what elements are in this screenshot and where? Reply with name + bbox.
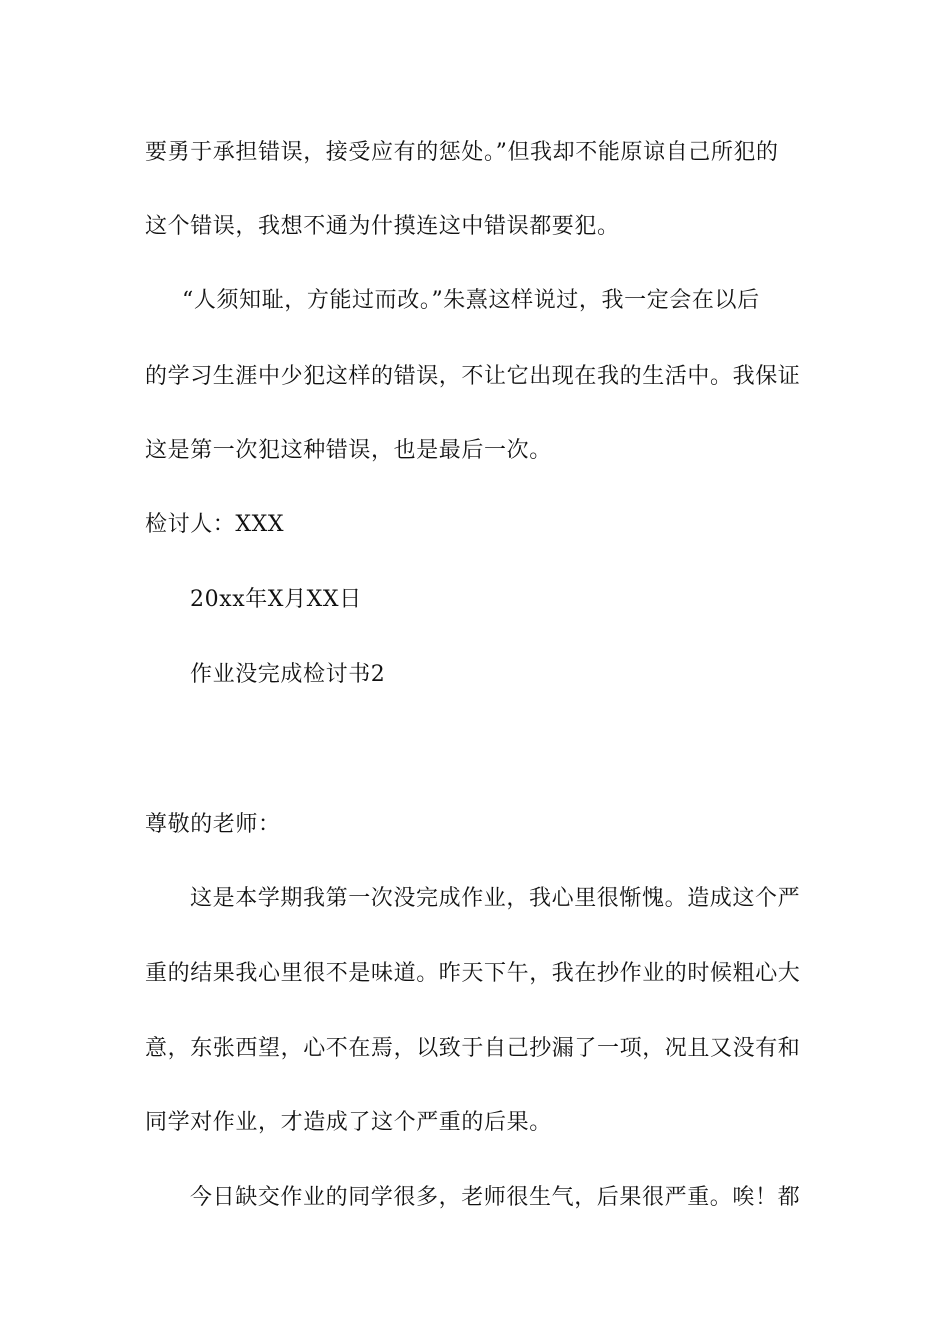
- paragraph-line: 的学习生涯中少犯这样的错误，不让它出现在我的生活中。我保证: [145, 364, 801, 389]
- document-date: 20xx年X月XX日: [190, 587, 362, 612]
- paragraph-line: 这个错误，我想不通为什摸连这中错误都要犯。: [145, 214, 620, 239]
- paragraph-line: 同学对作业，才造成了这个严重的后果。: [145, 1110, 552, 1135]
- paragraph-line: 这是本学期我第一次没完成作业，我心里很惭愧。造成这个严: [190, 886, 801, 911]
- reviewer-signature: 检讨人：XXX: [145, 512, 285, 537]
- section-title: 作业没完成检讨书2: [190, 662, 386, 687]
- paragraph-line: 今日缺交作业的同学很多，老师很生气，后果很严重。唉！都: [190, 1185, 801, 1210]
- salutation: 尊敬的老师：: [145, 812, 281, 837]
- paragraph-line: 要勇于承担错误，接受应有的惩处。”但我却不能原谅自己所犯的: [145, 140, 779, 165]
- paragraph-line: 意，东张西望，心不在焉，以致于自己抄漏了一项，况且又没有和: [145, 1036, 801, 1061]
- paragraph-line: “人须知耻，方能过而改。”朱熹这样说过，我一定会在以后: [182, 288, 760, 313]
- paragraph-line: 这是第一次犯这种错误，也是最后一次。: [145, 438, 552, 463]
- paragraph-line: 重的结果我心里很不是味道。昨天下午，我在抄作业的时候粗心大: [145, 961, 801, 986]
